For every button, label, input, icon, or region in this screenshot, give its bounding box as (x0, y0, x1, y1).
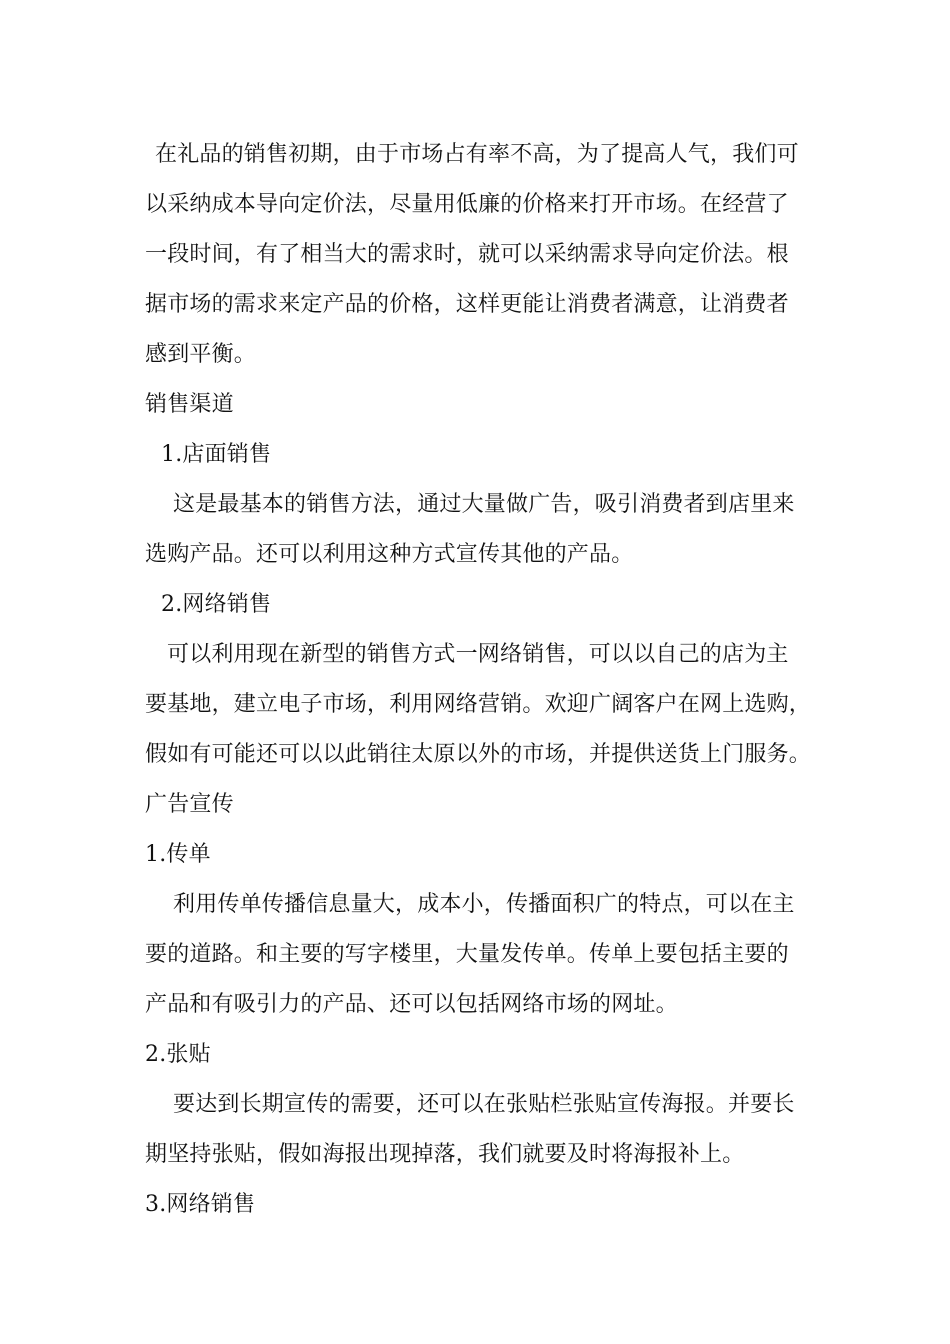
subheading-flyers: 1.传单 (145, 842, 211, 867)
paragraph-posters-line-2: 期坚持张贴，假如海报出现掉落，我们就要及时将海报补上。 (145, 1142, 745, 1167)
heading-advertising: 广告宣传 (145, 792, 234, 817)
paragraph-pricing-line-2: 以采纳成本导向定价法，尽量用低廉的价格来打开市场。在经营了 (145, 192, 789, 217)
paragraph-pricing-line-1: 在礼品的销售初期，由于市场占有率不高，为了提高人气，我们可 (155, 142, 799, 167)
paragraph-online-line-3: 假如有可能还可以以此销往太原以外的市场，并提供送货上门服务。 (145, 742, 812, 767)
paragraph-online-line-2: 要基地，建立电子市场，利用网络营销。欢迎广阔客户在网上选购， (145, 692, 812, 717)
paragraph-flyers-line-1: 利用传单传播信息量大，成本小，传播面积广的特点，可以在主 (173, 892, 795, 917)
paragraph-pricing-line-4: 据市场的需求来定产品的价格，这样更能让消费者满意，让消费者 (145, 292, 789, 317)
subheading-posters: 2.张贴 (145, 1042, 211, 1067)
paragraph-flyers-line-3: 产品和有吸引力的产品、还可以包括网络市场的网址。 (145, 992, 678, 1017)
paragraph-pricing-line-3: 一段时间，有了相当大的需求时，就可以采纳需求导向定价法。根 (145, 242, 789, 267)
paragraph-online-line-1: 可以利用现在新型的销售方式一网络销售，可以以自己的店为主 (167, 642, 789, 667)
document-page (145, 130, 812, 1230)
paragraph-pricing-line-5: 感到平衡。 (145, 342, 257, 367)
paragraph-store-line-1: 这是最基本的销售方法，通过大量做广告，吸引消费者到店里来 (173, 492, 795, 517)
paragraph-store-line-2: 选购产品。还可以利用这种方式宣传其他的产品。 (145, 542, 634, 567)
paragraph-flyers-line-2: 要的道路。和主要的写字楼里，大量发传单。传单上要包括主要的 (145, 942, 789, 967)
subheading-online-marketing: 3.网络销售 (145, 1192, 256, 1217)
heading-sales-channels: 销售渠道 (145, 392, 234, 417)
subheading-store-sales: 1.店面销售 (161, 442, 272, 467)
paragraph-posters-line-1: 要达到长期宣传的需要，还可以在张贴栏张贴宣传海报。并要长 (173, 1092, 795, 1117)
subheading-online-sales: 2.网络销售 (161, 592, 272, 617)
